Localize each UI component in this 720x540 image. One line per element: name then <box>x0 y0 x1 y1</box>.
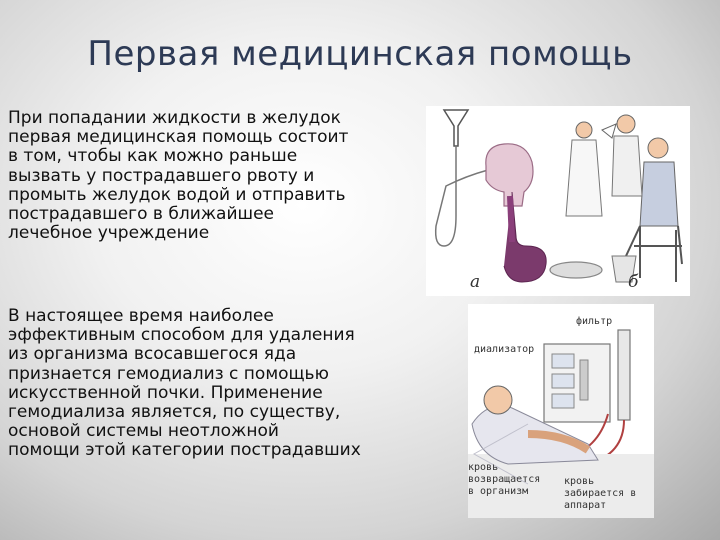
label-filter: фильтр <box>576 316 613 327</box>
paragraph-gastric-lavage: При попадании жидкости в желудок первая медицинская помощь состоит в том, чтобы как можно раньше вызвать у пострадавшего рвоту и промыть желудок водой и отправить пострадавшего в ближайшее лечебное учреждение <box>8 108 349 244</box>
figure-label-b: б <box>628 272 639 292</box>
slide-title: Первая медицинская помощь <box>87 34 633 74</box>
hemodialysis-illustration <box>468 304 654 518</box>
figure-label-a: а <box>470 272 481 292</box>
gastric-lavage-illustration <box>426 106 690 296</box>
gastric-lavage-drawing <box>426 106 690 296</box>
paragraph-hemodialysis: В настоящее время наиболее эффективным способом для удаления из организма всосавшегося яда признается гемодиализ с помощью искусственной почки. Применение гемодиализа является, по существу, основой системы неотложной помощи этой категории пострадавших <box>8 306 361 461</box>
label-blood-taken: кровь забирается в аппарат <box>564 476 637 511</box>
label-dialyzer: диализатор <box>474 344 535 355</box>
label-blood-return: кровь возвращается в организм <box>468 462 541 497</box>
